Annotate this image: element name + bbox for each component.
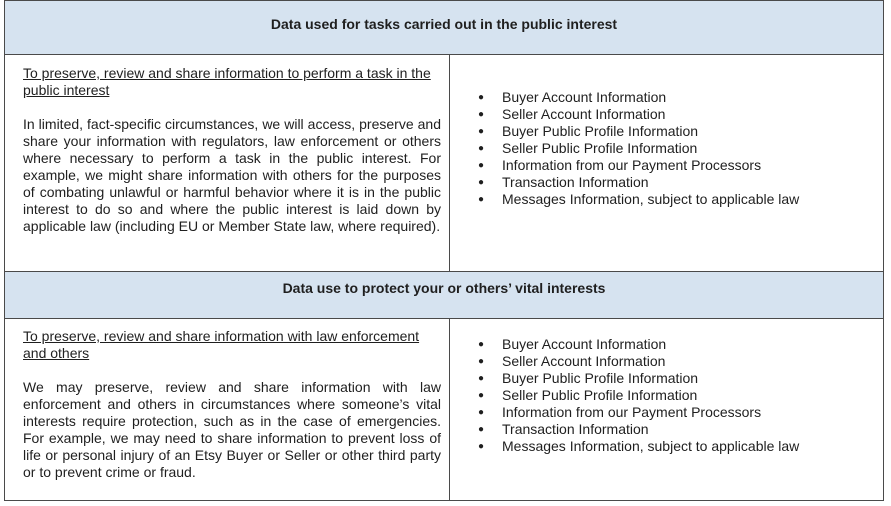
section-heading: Data use to protect your or others’ vital interests	[282, 280, 606, 296]
list-item: ● Messages Information, subject to applicable law	[478, 438, 883, 455]
list-item: ● Information from our Payment Processors	[478, 404, 883, 421]
list-item: ● Seller Public Profile Information	[478, 140, 883, 157]
list-item: ● Messages Information, subject to applicable law	[478, 191, 883, 208]
data-use-table	[4, 0, 884, 501]
purpose-description: We may preserve, review and share information with law enforcement and others in circumstances where someone’s vital interests require protection, such as in the case of emergencies. For example, we may need to share information to prevent loss of life or personal injury of an Etsy Buyer or Seller or other third party or to prevent crime or fraud.	[23, 379, 441, 480]
list-item: ● Seller Account Information	[478, 106, 883, 123]
purpose-cell-public-interest	[5, 55, 450, 271]
list-item: ● Seller Account Information	[478, 353, 883, 370]
list-item: ● Buyer Account Information	[478, 336, 883, 353]
purpose-cell-vital-interests	[5, 319, 450, 500]
list-item: ● Buyer Public Profile Information	[478, 123, 883, 140]
list-item: ● Transaction Information	[478, 174, 883, 191]
purpose-title: To preserve, review and share information with law enforcement and others	[23, 328, 420, 361]
list-item: ● Buyer Account Information	[478, 89, 883, 106]
data-types-list	[478, 89, 883, 208]
data-types-list	[478, 336, 883, 455]
list-item: ● Seller Public Profile Information	[478, 387, 883, 404]
section-header-vital-interests	[5, 272, 883, 319]
list-item: ● Buyer Public Profile Information	[478, 370, 883, 387]
purpose-description: In limited, fact-specific circumstances, we will access, preserve and share your information with regulators, law enforcement or others where necessary to perform a task in the public interest. For example, we might share information with others for the purposes of combating unlawful or harmful behavior where it is in the public interest to do so and where the public interest is laid down by applicable law (including EU or Member State law, where required).	[23, 116, 441, 234]
data-types-cell-public-interest	[450, 89, 883, 271]
list-item: ● Transaction Information	[478, 421, 883, 438]
section-header-public-interest	[5, 1, 883, 55]
section-heading: Data used for tasks carried out in the public interest	[270, 16, 618, 32]
purpose-title: To preserve, review and share information to perform a task in the public interest	[23, 65, 431, 98]
list-item: ● Information from our Payment Processors	[478, 157, 883, 174]
data-types-cell-vital-interests	[450, 336, 883, 500]
